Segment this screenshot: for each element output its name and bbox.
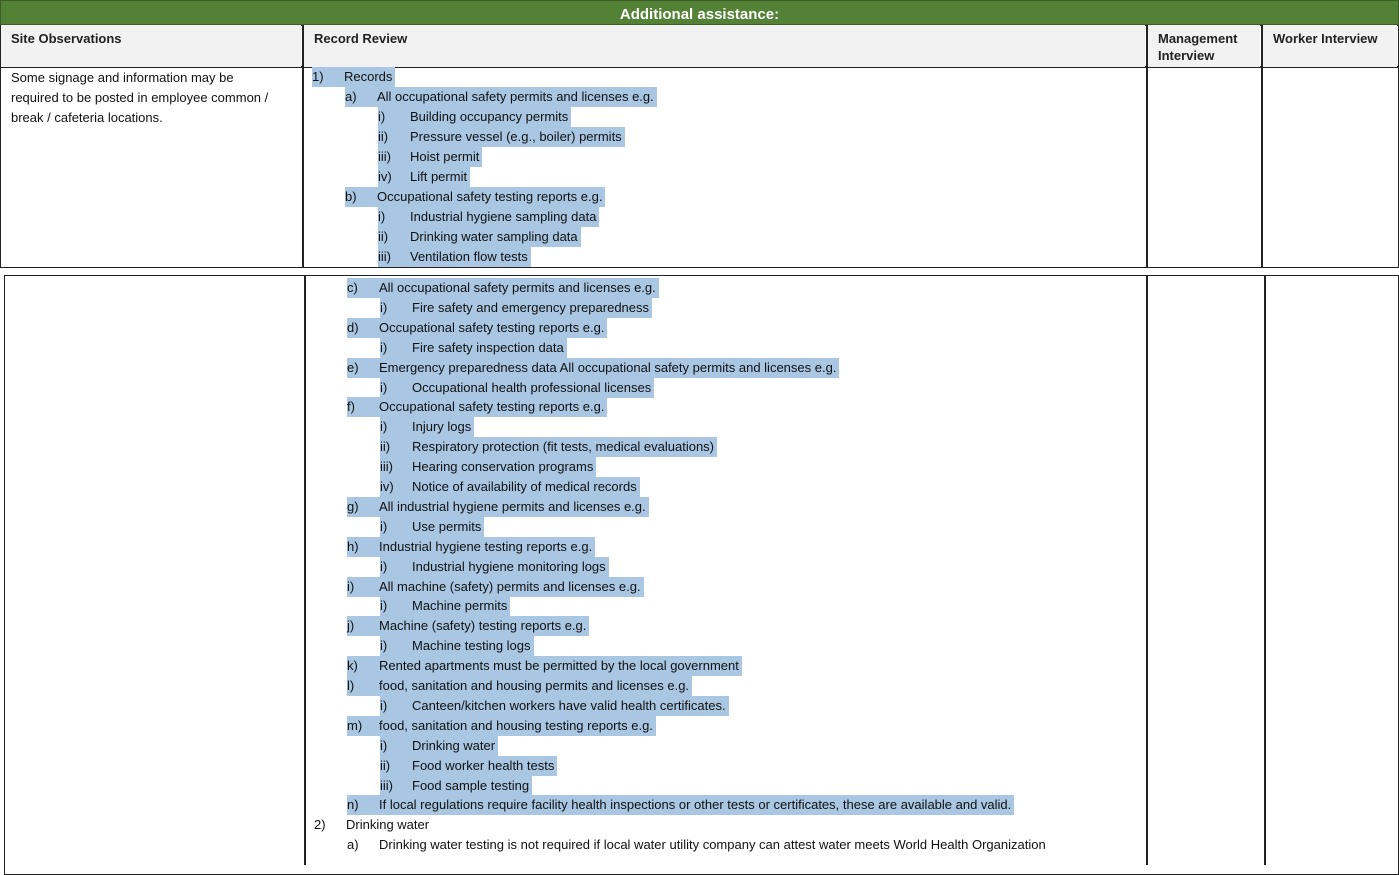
list-text: Drinking water xyxy=(412,736,498,756)
record-list-item xyxy=(347,616,589,636)
list-marker: i) xyxy=(380,636,412,656)
list-marker: n) xyxy=(347,795,379,815)
list-marker: iv) xyxy=(380,477,412,497)
list-marker: j) xyxy=(347,616,379,636)
record-list-item xyxy=(380,636,534,656)
record-list-item xyxy=(380,338,567,358)
record-list-item xyxy=(347,656,742,676)
list-marker: a) xyxy=(347,837,359,852)
list-marker: i) xyxy=(380,338,412,358)
list-text: Industrial hygiene testing reports e.g. xyxy=(379,537,595,557)
record-list-item xyxy=(380,517,484,537)
record-list-item xyxy=(378,107,571,127)
record-list-item xyxy=(380,417,474,437)
record-list-item xyxy=(347,278,659,298)
list-marker: f) xyxy=(347,397,379,417)
record-list-item xyxy=(345,87,657,107)
record-list-item xyxy=(347,716,656,736)
list-marker: iii) xyxy=(378,147,410,167)
list-text: Occupational safety testing reports e.g. xyxy=(379,397,607,417)
record-list-item xyxy=(347,795,1014,815)
col-divider xyxy=(304,275,306,865)
list-marker: b) xyxy=(345,187,377,207)
header-site-observations: Site Observations xyxy=(1,25,301,67)
list-marker: ii) xyxy=(378,227,410,247)
list-text: Hearing conservation programs xyxy=(412,457,596,477)
record-list-item xyxy=(380,776,532,796)
list-text: Emergency preparedness data All occupational safety permits and licenses e.g. xyxy=(379,358,839,378)
list-marker: i) xyxy=(378,207,410,227)
header-record-review: Record Review xyxy=(304,25,1145,67)
record-list-item xyxy=(347,835,1046,855)
list-text: Respiratory protection (fit tests, medical evaluations) xyxy=(412,437,717,457)
record-list-item xyxy=(345,187,605,207)
list-marker: i) xyxy=(380,557,412,577)
list-marker: ii) xyxy=(378,127,410,147)
list-marker: i) xyxy=(378,107,410,127)
list-marker: 2) xyxy=(314,817,326,832)
list-text: Fire safety inspection data xyxy=(412,338,567,358)
record-list-item xyxy=(347,497,649,517)
list-text: Occupational health professional licenses xyxy=(412,378,654,398)
record-list-item xyxy=(380,696,729,716)
list-text: Rented apartments must be permitted by the local government xyxy=(379,656,742,676)
record-list-item xyxy=(378,147,482,167)
list-text: All machine (safety) permits and licenses e.g. xyxy=(379,577,644,597)
record-list-item xyxy=(380,298,652,318)
list-text: All occupational safety permits and licenses e.g. xyxy=(379,278,659,298)
record-list-item xyxy=(347,577,644,597)
record-list-item xyxy=(347,318,607,338)
list-text: Records xyxy=(344,67,395,87)
list-text: Drinking water xyxy=(346,817,430,832)
list-text: Building occupancy permits xyxy=(410,107,571,127)
list-text: Occupational safety testing reports e.g. xyxy=(377,187,605,207)
list-text: food, sanitation and housing testing reports e.g. xyxy=(379,716,656,736)
col-divider xyxy=(1264,275,1266,865)
list-text: Injury logs xyxy=(412,417,474,437)
list-marker: i) xyxy=(380,517,412,537)
col-divider xyxy=(1146,275,1148,865)
list-text: Machine permits xyxy=(412,596,510,616)
list-text: Pressure vessel (e.g., boiler) permits xyxy=(410,127,625,147)
list-text: All occupational safety permits and licenses e.g. xyxy=(377,87,657,107)
list-text: Occupational safety testing reports e.g. xyxy=(379,318,607,338)
list-text: food, sanitation and housing permits and licenses e.g. xyxy=(379,676,692,696)
record-list-item xyxy=(347,676,692,696)
list-marker: d) xyxy=(347,318,379,338)
record-list-item xyxy=(378,247,531,267)
list-marker: e) xyxy=(347,358,379,378)
header-management-interview xyxy=(1148,25,1260,67)
list-text: Notice of availability of medical records xyxy=(412,477,640,497)
list-marker: m) xyxy=(347,716,379,736)
list-text: Fire safety and emergency preparedness xyxy=(412,298,652,318)
record-list-item xyxy=(380,756,557,776)
list-marker: i) xyxy=(380,596,412,616)
record-list-item xyxy=(380,378,654,398)
list-text: If local regulations require facility health inspections or other tests or certificates, these are available and valid. xyxy=(379,795,1014,815)
list-marker: i) xyxy=(380,378,412,398)
list-text: Drinking water sampling data xyxy=(410,227,581,247)
list-marker: iii) xyxy=(380,457,412,477)
record-list-item xyxy=(312,67,395,87)
record-list-item xyxy=(380,437,717,457)
list-text: Use permits xyxy=(412,517,484,537)
list-marker: ii) xyxy=(380,756,412,776)
site-observation-text: Some signage and information may be required to be posted in employee common / break / cafeteria locations. xyxy=(11,70,269,125)
record-list-item xyxy=(347,358,839,378)
record-list-item xyxy=(347,397,607,417)
list-marker: 1) xyxy=(312,67,344,87)
list-marker: i) xyxy=(380,417,412,437)
header-management-line1: Management xyxy=(1158,31,1238,46)
record-list-item xyxy=(378,207,599,227)
record-list-item xyxy=(378,227,581,247)
record-list-item xyxy=(380,477,640,497)
list-marker: iii) xyxy=(378,247,410,267)
header-management-line2: Interview xyxy=(1158,48,1215,63)
list-text: Machine testing logs xyxy=(412,636,534,656)
list-text: Ventilation flow tests xyxy=(410,247,531,267)
list-marker: i) xyxy=(380,298,412,318)
list-text: Industrial hygiene sampling data xyxy=(410,207,599,227)
list-text: Hoist permit xyxy=(410,147,482,167)
list-marker: i) xyxy=(347,577,379,597)
list-marker: iv) xyxy=(378,167,410,187)
record-list-item xyxy=(380,457,596,477)
record-list-item xyxy=(378,167,470,187)
section-banner: Additional assistance: xyxy=(0,0,1399,25)
header-worker-interview: Worker Interview xyxy=(1263,25,1397,67)
list-text: Lift permit xyxy=(410,167,470,187)
list-marker: g) xyxy=(347,497,379,517)
list-text: Machine (safety) testing reports e.g. xyxy=(379,616,589,636)
list-marker: k) xyxy=(347,656,379,676)
list-marker: c) xyxy=(347,278,379,298)
list-text: All industrial hygiene permits and licenses e.g. xyxy=(379,497,649,517)
record-list-item xyxy=(378,127,625,147)
list-text: Food sample testing xyxy=(412,776,532,796)
list-marker: iii) xyxy=(380,776,412,796)
record-list-item xyxy=(314,815,429,835)
list-marker: ii) xyxy=(380,437,412,457)
record-list-item xyxy=(380,557,609,577)
list-marker: i) xyxy=(380,696,412,716)
record-list-item xyxy=(380,736,498,756)
record-list-item xyxy=(380,596,510,616)
list-text: Canteen/kitchen workers have valid health certificates. xyxy=(412,696,729,716)
list-text: Drinking water testing is not required if local water utility company can attest water meets World Health Organization xyxy=(379,837,1046,852)
list-marker: i) xyxy=(380,736,412,756)
list-marker: a) xyxy=(345,87,377,107)
list-text: Food worker health tests xyxy=(412,756,557,776)
list-text: Industrial hygiene monitoring logs xyxy=(412,557,609,577)
record-list-item xyxy=(347,537,595,557)
list-marker: l) xyxy=(347,676,379,696)
list-marker: h) xyxy=(347,537,379,557)
